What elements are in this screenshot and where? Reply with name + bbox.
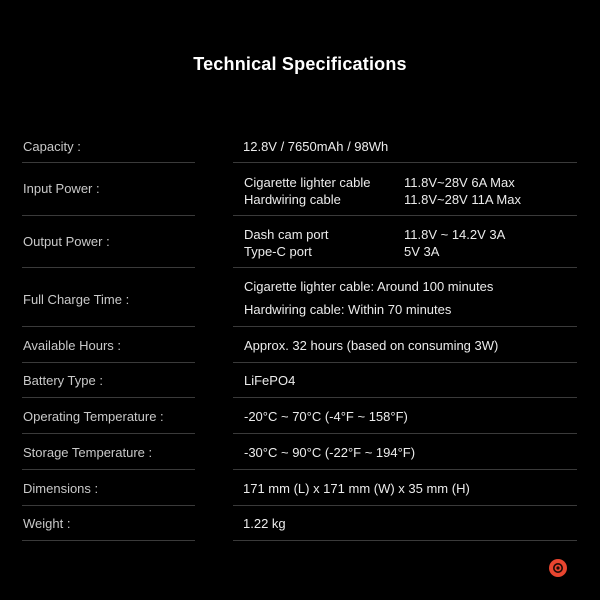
spec-subvalue: Hardwiring cable: Within 70 minutes <box>244 302 452 317</box>
row-divider <box>22 397 195 398</box>
spec-label-available-hours: Available Hours : <box>23 338 122 353</box>
row-divider <box>233 505 577 506</box>
row-divider <box>233 433 577 434</box>
row-divider <box>22 267 195 268</box>
row-divider <box>233 326 577 327</box>
spec-value-dimensions: 171 mm (L) x 171 mm (W) x 35 mm (H) <box>243 481 470 496</box>
spec-label-output-power: Output Power : <box>23 234 110 249</box>
spec-value-capacity: 12.8V / 7650mAh / 98Wh <box>243 139 389 154</box>
spec-subvalue: 11.8V~28V 11A Max <box>404 192 521 207</box>
brand-logo-icon <box>549 559 567 577</box>
row-divider <box>22 162 195 163</box>
spec-subname: Hardwiring cable <box>244 192 341 207</box>
spec-value-weight: 1.22 kg <box>243 516 286 531</box>
row-divider <box>233 469 577 470</box>
spec-label-battery-type: Battery Type : <box>23 373 103 388</box>
row-divider <box>22 505 195 506</box>
spec-subname: Dash cam port <box>244 227 329 242</box>
row-divider <box>22 326 195 327</box>
row-divider <box>233 540 577 541</box>
row-divider <box>22 540 195 541</box>
row-divider <box>22 362 195 363</box>
spec-value-operating-temperature: -20°C ~ 70°C (-4°F ~ 158°F) <box>244 409 408 424</box>
row-divider <box>233 397 577 398</box>
spec-label-storage-temperature: Storage Temperature : <box>23 445 153 460</box>
page-title: Technical Specifications <box>193 54 407 74</box>
spec-label-weight: Weight : <box>23 516 71 531</box>
spec-subvalue: 5V 3A <box>404 244 440 259</box>
spec-label-operating-temperature: Operating Temperature : <box>23 409 164 424</box>
spec-label-input-power: Input Power : <box>23 181 100 196</box>
row-divider <box>22 433 195 434</box>
spec-value-storage-temperature: -30°C ~ 90°C (-22°F ~ 194°F) <box>244 445 416 460</box>
row-divider <box>22 215 195 216</box>
row-divider <box>233 215 577 216</box>
spec-subvalue: Cigarette lighter cable: Around 100 minutes <box>244 279 494 294</box>
spec-value-available-hours: Approx. 32 hours (based on consuming 3W) <box>244 338 499 353</box>
row-divider <box>233 362 577 363</box>
row-divider <box>22 469 195 470</box>
spec-value-battery-type: LiFePO4 <box>244 373 296 388</box>
row-divider <box>233 162 577 163</box>
spec-label-dimensions: Dimensions : <box>23 481 99 496</box>
spec-label-full-charge-time: Full Charge Time : <box>23 292 130 307</box>
row-divider <box>233 267 577 268</box>
spec-subvalue: 11.8V~28V 6A Max <box>404 175 515 190</box>
spec-label-capacity: Capacity : <box>23 139 81 154</box>
spec-subname: Cigarette lighter cable <box>244 175 371 190</box>
spec-subname: Type-C port <box>244 244 312 259</box>
spec-subvalue: 11.8V ~ 14.2V 3A <box>404 227 506 242</box>
